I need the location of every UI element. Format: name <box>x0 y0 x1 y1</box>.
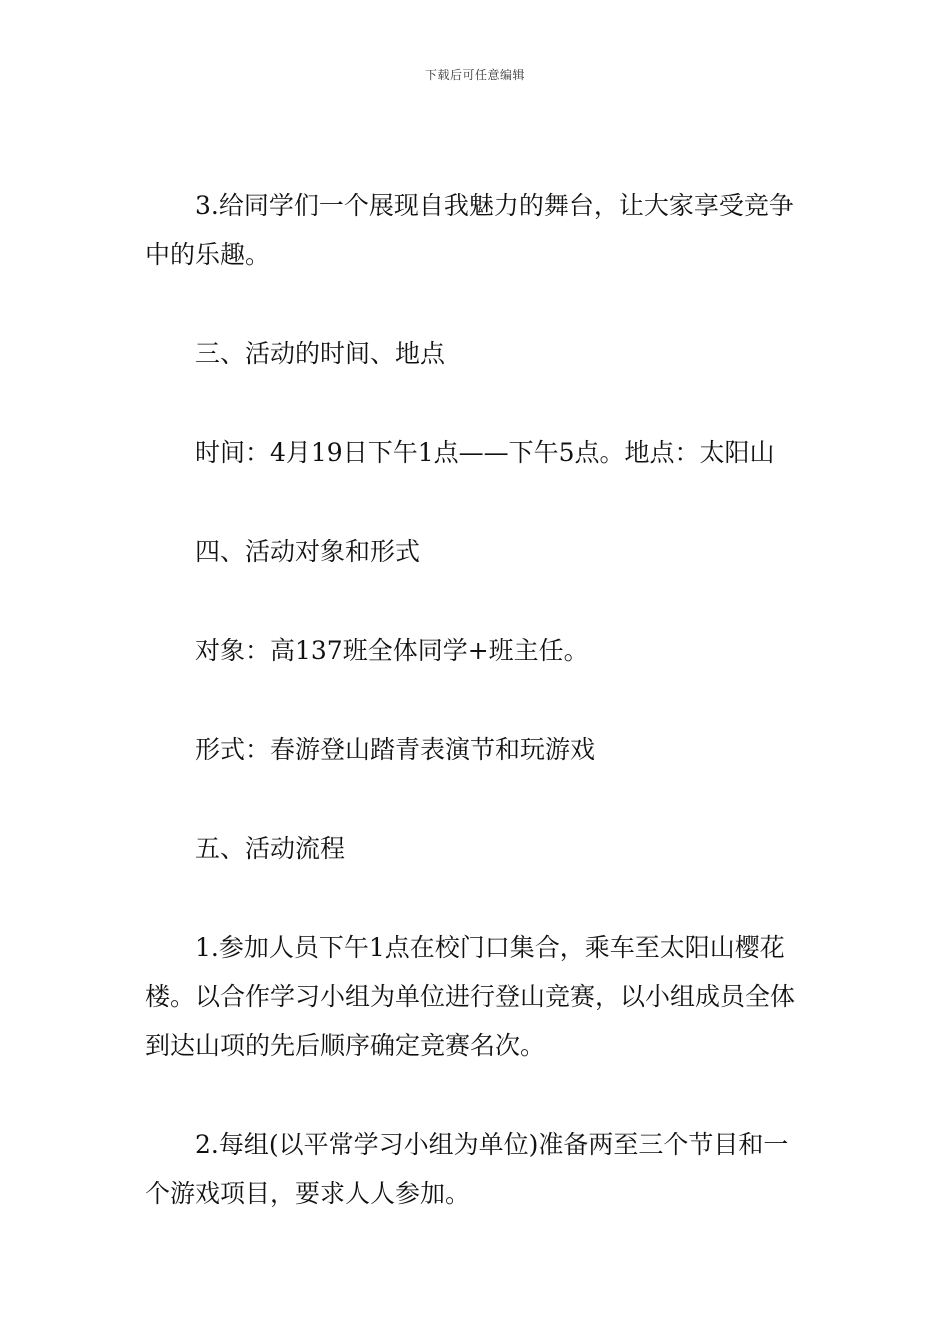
paragraph-objective-3: 3.给同学们一个展现自我魅力的舞台，让大家享受竞争中的乐趣。 <box>145 191 794 269</box>
document-body <box>145 181 810 1218</box>
paragraph-participants: 对象：高137班全体同学+班主任。 <box>195 636 589 665</box>
section-heading-participants-format: 四、活动对象和形式 <box>195 537 421 566</box>
paragraph-time-place: 时间：4月19日下午1点——下午5点。地点：太阳山 <box>195 438 775 467</box>
section-heading-process: 五、活动流程 <box>195 834 346 863</box>
paragraph-format: 形式：春游登山踏青表演节和玩游戏 <box>195 735 596 764</box>
page-header-note: 下载后可任意编辑 <box>424 68 525 82</box>
paragraph-process-1: 1.参加人员下午1点在校门口集合，乘车至太阳山樱花楼。以合作学习小组为单位进行登山竞赛，以小组成员全体到达山项的先后顺序确定竞赛名次。 <box>145 933 796 1060</box>
paragraph-process-2: 2.每组(以平常学习小组为单位)准备两至三个节目和一个游戏项目，要求人人参加。 <box>145 1130 789 1208</box>
section-heading-time-place: 三、活动的时间、地点 <box>195 339 446 368</box>
